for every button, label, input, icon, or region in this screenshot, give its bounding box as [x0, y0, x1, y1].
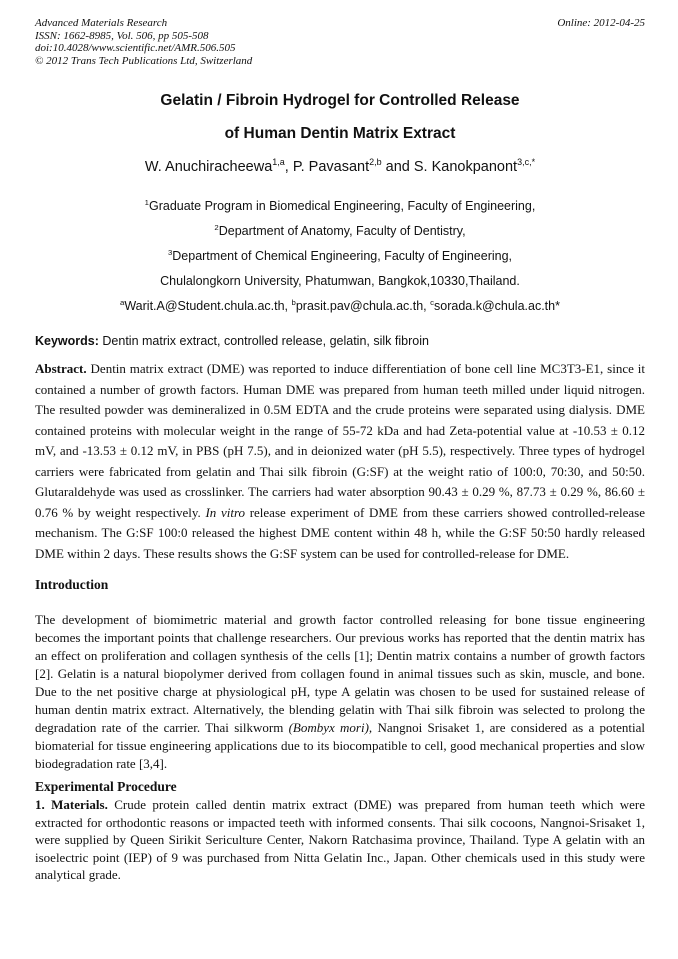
introduction-paragraph: The development of biomimetric material and growth factor controlled releasing for bone tissue engineering becomes the important points that challenge researchers. Our previous works has reported that the dentin matrix has an effect on proliferation and collagen synthesis of the cells [1]; Dentin matrix contains a number of growth factors [2]. Gelatin is a natural biopolymer derived from collagen found in animal tissues such as skin, muscle, and bone. Due to the net positive charge at physiological pH, type A gelatin was chosen to be used for sustained release of human dentin matrix extract. Alternatively, the blending gelatin with Thai silk fibroin was selected to prolong the degradation rate of the carrier. Thai silkworm (Bombyx mori), Nangnoi Srisaket 1, are considered as a potential biomaterial for tissue engineering applications due to its biocompatible to cell, good mechanical properties and slow biodegradation rate [3,4].: [35, 612, 645, 771]
affiliations-block: [35, 194, 645, 319]
online-date: Online: 2012-04-25: [557, 17, 645, 29]
paper-title-line-2: of Human Dentin Matrix Extract: [224, 125, 456, 142]
journal-name: Advanced Materials Research: [35, 17, 168, 29]
materials-paragraph: 1. Materials. Crude protein called dentin matrix extract (DME) was prepared from human teeth which were extracted for orthodontic reasons or impacted teeth with informed consents. Thai silk cocoons, Nangnoi-Srisaket 1, were supplied by Queen Sirikit Sericulture Center, Nakorn Ratchasima province, Thailand. Type A gelatin with an isoelectric point (IEP) of 9 was purchased from Nitta Gelatin Inc., Japan. Other chemicals used in this study were analytical grade.: [35, 797, 646, 882]
keywords-line: [35, 333, 645, 350]
journal-header: [35, 17, 645, 67]
keywords-label: Keywords:: [35, 334, 99, 348]
affiliation-line: $^2$Department of Anatomy, Faculty of Dentistry,: [214, 222, 466, 238]
journal-copyright-line: © 2012 Trans Tech Publications Ltd, Switzerland: [35, 54, 253, 67]
keywords-text: Dentin matrix extract, controlled release, gelatin, silk fibroin: [102, 334, 429, 348]
journal-issn-line: ISSN: 1662-8985, Vol. 506, pp 505-508: [35, 29, 209, 42]
affiliation-line: $^3$Department of Chemical Engineering, Faculty of Engineering,: [167, 247, 513, 263]
journal-info: [35, 17, 252, 67]
abstract-paragraph: Abstract. Dentin matrix extract (DME) was reported to induce differentiation of bone cell line MC3T3-E1, since it contained a number of growth factors. Human DME was prepared from human teeth milled under liquid nitrogen. The resulted powder was demineralized in 0.5M EDTA and the crude proteins were separated using dialysis. DME contained proteins with molecular weight in the range of 55-72 kDa and had Zeta-potential value at -10.53 ± 0.12 mV, and -13.53 ± 0.12 mV, in PBS (pH 7.5), and in deionized water (pH 5.5), respectively. Three types of hydrogel carriers were fabricated from gelatin and Thai silk fibroin (G:SF) at the weight ratio of 100:0, 70:30, and 50:50. Glutaraldehyde was used as crosslinker. The carriers had water absorption 90.43 ± 0.29 %, 87.73 ± 0.29 %, 86.60 ± 0.76 % by weight respectively. In vitro release experiment of DME from these carriers showed controlled-release mechanism. The G:SF 100:0 released the highest DME content within 48 h, while the G:SF 50:50 hardly released DME within 2 days. These results shows the G:SF system can be used for controlled-release for DME.: [35, 361, 645, 561]
authors-line: W. Anuchiracheewa$^{1,a}$, P. Pavasant$^{2,b}$ and S. Kanokpanont$^{3,c,*}$: [144, 157, 536, 175]
affiliation-emails-line: $^a$Warit.A@Student.chula.ac.th, $^b$prasit.pav@chula.ac.th, $^c$sorada.k@chula.ac.th*: [120, 297, 560, 313]
paper-title: [35, 91, 645, 144]
journal-doi-line: doi:10.4028/www.scientific.net/AMR.506.505: [35, 42, 236, 54]
affiliation-line: Chulalongkorn University, Phatumwan, Bangkok,10330,Thailand.: [160, 274, 520, 288]
affiliation-line: $^1$Graduate Program in Biomedical Engineering, Faculty of Engineering,: [144, 197, 536, 213]
paper-title-line-1: Gelatin / Fibroin Hydrogel for Controlled Release: [160, 92, 520, 109]
section-heading-introduction: Introduction: [35, 577, 109, 592]
section-heading-experimental-procedure: Experimental Procedure: [35, 779, 177, 794]
